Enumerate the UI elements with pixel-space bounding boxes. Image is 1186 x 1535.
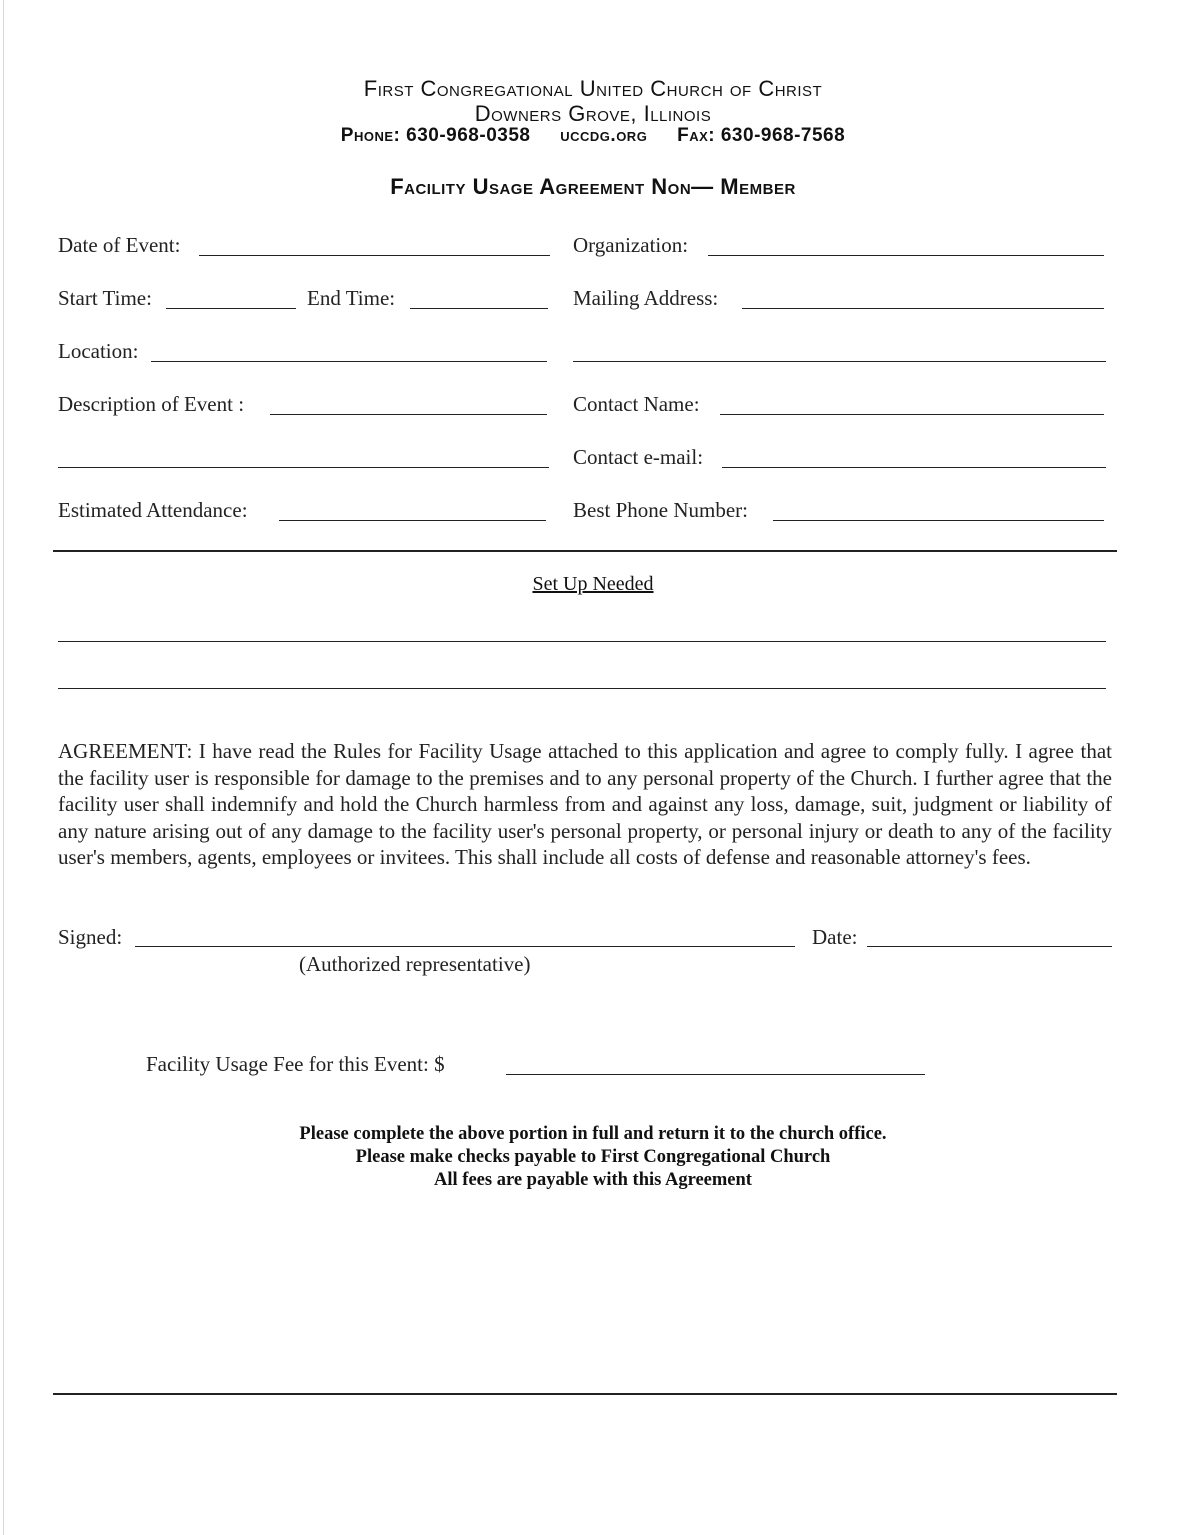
description-field[interactable]	[270, 414, 547, 415]
estimated-attendance-field[interactable]	[279, 520, 546, 521]
end-time-field[interactable]	[410, 308, 548, 309]
start-time-field[interactable]	[166, 308, 296, 309]
church-location: Downers Grove, Illinois	[474, 101, 712, 126]
church-name: First Congregational United Church of Christ	[363, 76, 823, 101]
organization-label: Organization:	[573, 233, 689, 257]
website-text: uccdg.org	[560, 125, 648, 146]
authorized-rep-note: (Authorized representative)	[299, 952, 531, 976]
best-phone-field[interactable]	[773, 520, 1104, 521]
mailing-address-label: Mailing Address:	[573, 286, 719, 310]
location-field[interactable]	[151, 361, 547, 362]
setup-line-2-field[interactable]	[58, 688, 1106, 689]
form-title: Facility Usage Agreement Non— Member	[390, 174, 796, 199]
signature-field[interactable]	[135, 946, 795, 947]
contact-line	[0, 125, 1186, 147]
best-phone-label: Best Phone Number:	[573, 498, 748, 522]
contact-email-field[interactable]	[722, 467, 1106, 468]
organization-field[interactable]	[708, 255, 1104, 256]
signed-label: Signed:	[58, 925, 123, 949]
contact-email-label: Contact e-mail:	[573, 445, 704, 469]
fax-text: Fax: 630-968-7568	[677, 125, 846, 146]
page-edge	[3, 0, 4, 1535]
signature-date-label: Date:	[812, 925, 858, 949]
contact-name-label: Contact Name:	[573, 392, 700, 416]
description-line-2-field[interactable]	[58, 467, 549, 468]
bottom-divider	[53, 1393, 1117, 1395]
fee-field[interactable]	[506, 1074, 925, 1075]
date-of-event-field[interactable]	[199, 255, 550, 256]
section-divider	[53, 550, 1117, 552]
notice-line-1: Please complete the above portion in full and return it to the church office.	[299, 1124, 887, 1144]
end-time-label: End Time:	[307, 286, 396, 310]
location-label: Location:	[58, 339, 139, 363]
contact-name-field[interactable]	[720, 414, 1104, 415]
description-label: Description of Event :	[58, 392, 245, 416]
notice-line-3: All fees are payable with this Agreement	[434, 1170, 752, 1190]
notice-line-2: Please make checks payable to First Congregational Church	[355, 1147, 831, 1167]
date-of-event-label: Date of Event:	[58, 233, 181, 257]
fee-label: Facility Usage Fee for this Event: $	[146, 1052, 445, 1076]
mailing-address-field[interactable]	[742, 308, 1104, 309]
signature-date-field[interactable]	[867, 946, 1112, 947]
start-time-label: Start Time:	[58, 286, 152, 310]
agreement-paragraph: AGREEMENT: I have read the Rules for Facility Usage attached to this application and agree to comply fully. I agree that the facility user is responsible for damage to the premises and to any personal property of the Church. I further agree that the facility user shall indemnify and hold the Church harmless from and against any loss, damage, suit, judgment or liability of any nature arising out of any damage to the facility user's personal property, or personal injury or death to any of the facility user's members, agents, employees or invitees. This shall include all costs of defense and reasonable attorney's fees.	[58, 739, 1112, 870]
phone-text: Phone: 630-968-0358	[340, 125, 531, 146]
estimated-attendance-label: Estimated Attendance:	[58, 498, 248, 522]
setup-line-1-field[interactable]	[58, 641, 1106, 642]
setup-heading: Set Up Needed	[532, 573, 654, 595]
mailing-address-line-2-field[interactable]	[573, 361, 1106, 362]
